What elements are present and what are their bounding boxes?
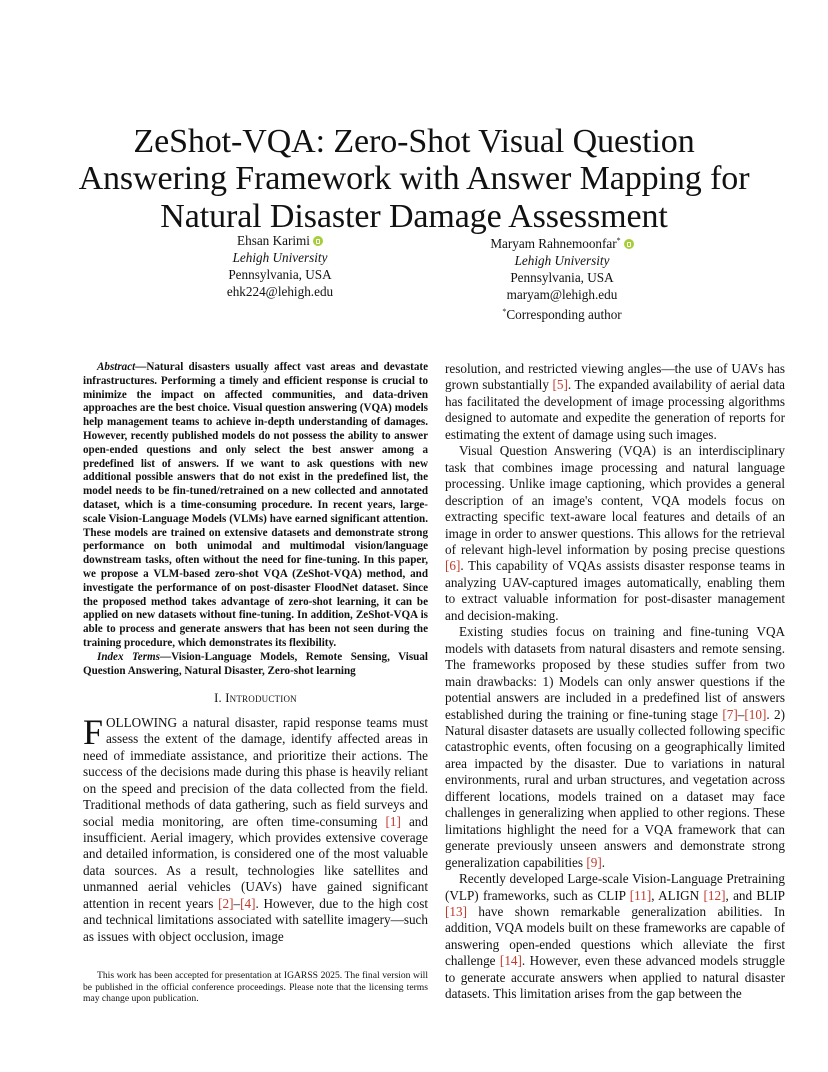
corresponding-author-text: Corresponding author	[506, 307, 622, 322]
abstract-text: —Natural disasters usually affect vast areas and devastate infrastructures. Performing a timely and efficient response is crucial to minimize the impact on affected communities, and data-driven approaches are the best choice. Visual question answering (VQA) models help management teams to achieve in-depth understanding of damages. However, recently published models do not possess the ability to answer open-ended questions and only select the best answer among a predefined list of answers. If we want to ask questions with new additional possible answers that do not exist in the predefined list, the model needs to be fin-tuned/retrained on a new collected and annotated dataset, which is a time-consuming procedure. In recent years, large-scale Vision-Language Models (VLMs) have earned significant attention. These models are trained on extensive datasets and demonstrate strong performance on both unimodal and multimodal vision/language downstream tasks, often without the need for fine-tuning. In this paper, we propose a VLM-based zero-shot VQA (ZeShot-VQA) method, and investigate the performance of on post-disaster FloodNet dataset. Since the proposed method takes advantage of zero-shot learning, it can be applied on new datasets without fine-tuning. In addition, ZeShot-VQA is able to process and generate answers that has been not seen during the training procedure, which demonstrates its flexibility.	[83, 361, 428, 649]
citation-link[interactable]: [6]	[445, 558, 461, 574]
paragraph-text: , and BLIP	[725, 887, 786, 903]
paragraph-text: , ALIGN	[651, 887, 704, 903]
author-name: Maryam Rahnemoonfar	[490, 236, 617, 251]
section-title: Introduction	[225, 691, 297, 706]
orcid-icon[interactable]	[624, 239, 634, 249]
paragraph-text: and insufficient. Aerial imagery, which provides extensive coverage and detailed information, is considered one of the most valuable data sources. As a result, technologies like satellites and unmanned aerial vehicles (UAVs) have gained significant attention in recent years	[83, 813, 428, 911]
index-terms-text: —Vision-Language Models, Remote Sensing, Visual Question Answering, Natural Disaster, Zero-shot learning	[83, 650, 428, 677]
section-number: I.	[214, 691, 222, 706]
paragraph-text: .	[601, 854, 606, 870]
corresponding-author-note	[462, 303, 662, 323]
paragraph-text: Existing studies focus on training and fine-tuning VQA models with datasets from natural disasters and remote sensing. The frameworks proposed by these studies suffer from two main drawbacks: 1) Models can only answer questions if the potential answers are included in a predefined list of answers established during the training or fine-tuning stage	[445, 624, 785, 722]
paragraph-text: Recently developed Large-scale Vision-Language Pretraining (VLP) frameworks, such as CLIP	[445, 871, 785, 903]
drop-cap: F	[83, 711, 104, 752]
citation-link[interactable]: [13]	[445, 903, 467, 919]
author-block-2	[462, 232, 662, 323]
author-email[interactable]: maryam@lehigh.edu	[506, 287, 618, 302]
paragraph-text: a natural disaster, rapid response teams must assess the extent of the damage, identify affected areas in need of immediate assistance, and prioritize their actions. The success of the decisions made during this phase is heavily reliant on the speed and precision of the data collected from the field. Traditional methods of data gathering, such as field surveys and social media monitoring, are often time-consuming	[83, 714, 428, 829]
index-terms	[83, 651, 428, 679]
corresponding-mark: *	[502, 307, 507, 316]
paragraph-text: –	[737, 706, 745, 722]
author-location: Pennsylvania, USA	[228, 267, 332, 282]
intro-paragraph-4	[445, 871, 785, 1003]
footnote: This work has been accepted for presentation at IGARSS 2025. The final version will be published in the official conference proceedings. Please note that the licensing terms may change upon publication.	[83, 970, 428, 1005]
citation-link[interactable]: [1]	[385, 813, 401, 829]
right-column	[445, 361, 785, 1003]
drop-cap-rest: OLLOWING	[106, 714, 178, 730]
paragraph-text: –	[233, 895, 241, 911]
paragraph-text: Visual Question Answering (VQA) is an interdisciplinary task that combines image processing and natural language processing. Unlike image captioning, which provides a general description of an image's content, VQA models focus on extracting specific text-aware local features and details of an image in order to answer questions. This allows for the retrieval of relevant high-level information by posing precise questions	[445, 443, 785, 557]
author-affiliation: Lehigh University	[514, 253, 610, 268]
author-location: Pennsylvania, USA	[510, 270, 614, 285]
citation-link[interactable]: [4]	[240, 895, 256, 911]
abstract	[83, 361, 428, 651]
corresponding-mark: *	[616, 236, 621, 245]
author-block-1	[180, 232, 380, 300]
paragraph-text: . 2) Natural disaster datasets are usually collected following specific catastrophic events, often focusing on a geographically limited area impacted by the disaster. Due to variations in natural environments, rural and urban structures, and vegetation across different locations, models trained on a dataset may face challenges in generalizing when applied to other regions. These limitations highlight the need for a VQA framework that can generate previously unseen answers and demonstrate strong generalization capabilities	[445, 706, 785, 870]
paper-title: ZeShot-VQA: Zero-Shot Visual Question Answering Framework with Answer Mapping for Natural Disaster Damage Assessment	[78, 122, 750, 235]
intro-paragraph-3	[445, 624, 785, 871]
intro-paragraph-1-continued	[445, 361, 785, 443]
citation-link[interactable]: [14]	[499, 953, 522, 969]
author-affiliation: Lehigh University	[232, 250, 328, 265]
index-terms-label: Index Terms	[97, 650, 160, 663]
citation-link[interactable]: [5]	[552, 377, 568, 393]
paragraph-text: have shown remarkable generalization abilities. In addition, VQA models built on these frameworks are capable of answering open-ended questions which alleviate the first challenge	[445, 903, 785, 969]
paragraph-text: . This capability of VQAs assists disaster response teams in analyzing UAV-captured images automatically, enabling them to extract valuable information for post-disaster management and decision-making.	[445, 558, 785, 623]
citation-link[interactable]: [11]	[629, 887, 652, 903]
citation-link[interactable]: [12]	[703, 887, 726, 903]
citation-link[interactable]: [9]	[586, 854, 602, 870]
paragraph-text: . The expanded availability of aerial data has facilitated the development of image processing algorithms designed to automate and expedite the generation of reports for estimating the extent of damage using such images.	[445, 377, 785, 442]
paragraph-text: resolution, and restricted viewing angles—the use of UAVs has grown substantially	[445, 361, 785, 393]
intro-paragraph-1	[83, 711, 428, 945]
paragraph-text: . However, even these advanced models struggle to generate accurate answers when applied to natural disaster datasets. This limitation arises from the gap between the	[445, 953, 785, 1002]
citation-link[interactable]: [7]	[722, 706, 738, 722]
intro-paragraph-2	[445, 443, 785, 624]
citation-link[interactable]: [10]	[744, 706, 767, 722]
paragraph-text: . However, due to the high cost and technical limitations associated with satellite imagery—such as issues with object occlusion, image	[83, 895, 428, 944]
left-column	[83, 361, 428, 945]
author-name: Ehsan Karimi	[237, 233, 310, 248]
abstract-label: Abstract	[97, 361, 136, 373]
author-email[interactable]: ehk224@lehigh.edu	[226, 284, 334, 299]
section-heading-introduction	[83, 690, 428, 706]
citation-link[interactable]: [2]	[218, 895, 234, 911]
orcid-icon[interactable]	[313, 236, 323, 246]
